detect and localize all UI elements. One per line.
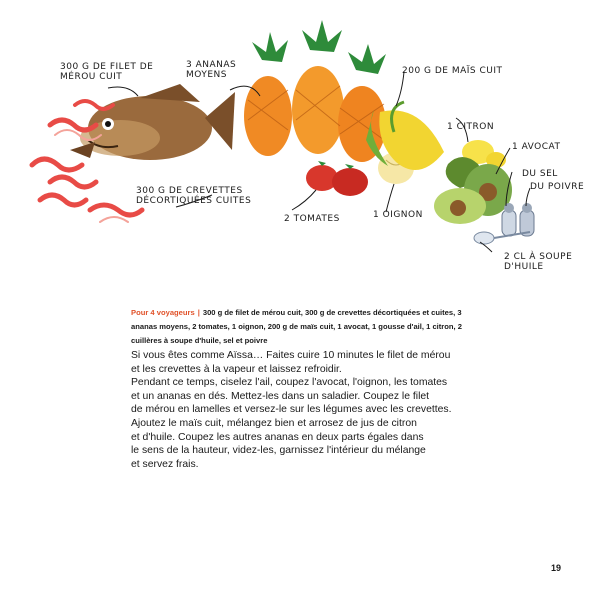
ingredients-illustration bbox=[0, 0, 600, 290]
label-salt: DU SEL bbox=[522, 169, 558, 179]
label-shrimp bbox=[136, 186, 251, 207]
instruction-line: et un ananas en dés. Mettez-les dans un saladier. Coupez le filet bbox=[131, 390, 430, 402]
label-pepper: DU POIVRE bbox=[530, 182, 585, 192]
label-pineapples-line2: MOYENS bbox=[186, 70, 227, 81]
instruction-line: et les crevettes à la vapeur et laissez refroidir. bbox=[131, 363, 342, 375]
ingredients-separator: | bbox=[197, 308, 200, 317]
instruction-line: Pendant ce temps, ciselez l'ail, coupez l'avocat, l'oignon, les tomates bbox=[131, 377, 448, 389]
label-corn: 200 G DE MAÏS CUIT bbox=[402, 66, 503, 76]
label-oil-line1: 2 CL À SOUPE bbox=[504, 252, 573, 262]
label-shrimp-line2: DÉCORTIQUÉES CUITES bbox=[136, 196, 252, 207]
instruction-line: Si vous êtes comme Aïssa… Faites cuire 10 minutes le filet de mérou bbox=[131, 350, 451, 361]
instruction-line: le sens de la hauteur, videz-les, garnissez l'intérieur du mélange bbox=[131, 445, 426, 457]
label-fish-line1: 300 G DE FILET DE bbox=[60, 62, 154, 72]
fish-illustration bbox=[70, 84, 235, 160]
ingredients-list bbox=[131, 306, 481, 349]
instruction-line: et servez frais. bbox=[131, 458, 199, 470]
page-number: 19 bbox=[551, 563, 562, 573]
label-oil bbox=[504, 252, 572, 273]
serves-label: Pour 4 voyageurs bbox=[131, 308, 195, 317]
label-shrimp-line1: 300 G DE CREVETTES bbox=[136, 186, 243, 196]
label-fish-line2: MÉROU CUIT bbox=[60, 72, 123, 83]
label-onion: 1 OIGNON bbox=[373, 210, 423, 220]
instruction-line: et d'huile. Coupez les autres ananas en deux parts égales dans bbox=[131, 431, 424, 443]
label-pineapples bbox=[186, 60, 236, 81]
pineapples-illustration bbox=[244, 20, 386, 162]
instruction-line: Ajoutez le maïs cuit, mélangez bien et arrosez de jus de citron bbox=[131, 417, 417, 429]
label-tomatoes: 2 TOMATES bbox=[284, 214, 340, 224]
instruction-line: de mérou en lamelles et versez-le sur les légumes avec les crevettes. bbox=[131, 404, 452, 416]
ingredients-text: 300 g de filet de mérou cuit, 300 g de crevettes décortiquées et cuites, 3 ananas moyens, 2 tomates, 1 oignon, 200 g de maïs cuit, 1 avocat, 1 gousse d'ail, 1 citron, 2 cuillères à soupe d'huile, sel et poivre bbox=[131, 308, 462, 346]
label-pineapples-line1: 3 ANANAS bbox=[186, 60, 237, 70]
label-lemon: 1 CITRON bbox=[447, 122, 495, 132]
label-fish bbox=[60, 62, 153, 83]
spoon-illustration bbox=[474, 232, 530, 244]
salt-pepper-illustration bbox=[502, 203, 534, 236]
label-avocado: 1 AVOCAT bbox=[512, 142, 561, 152]
label-oil-line2: D'HUILE bbox=[504, 262, 544, 273]
recipe-instructions bbox=[131, 349, 491, 471]
